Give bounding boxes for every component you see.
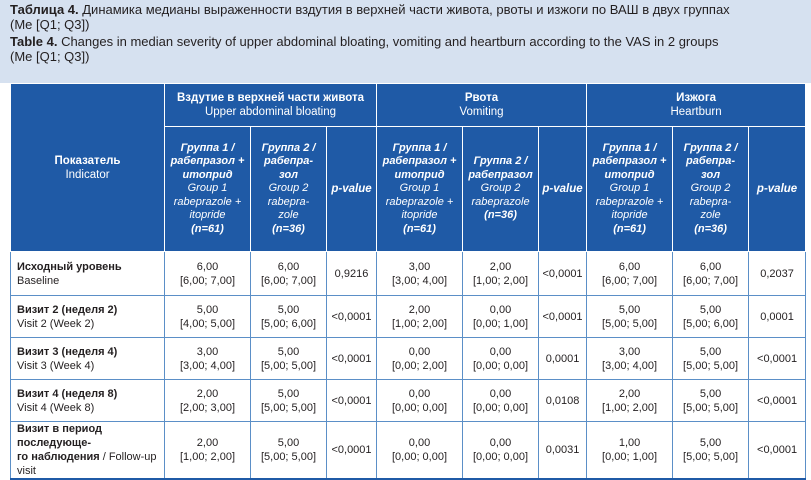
- caption-ru-label: Таблица 4.: [10, 2, 79, 17]
- cell-median: 5,00: [699, 387, 722, 400]
- row-indicator-en: Follow-up visit: [17, 451, 157, 477]
- subheader-pvalue: p-value: [749, 127, 806, 252]
- subheader-text: rabeprazole +: [385, 195, 454, 208]
- subheader-text: зол: [278, 168, 299, 181]
- cell-value: [251, 338, 327, 380]
- group-header-en: Vomiting: [459, 106, 504, 118]
- cell-iqr: [3,00; 4,00]: [602, 359, 658, 372]
- row-indicator-ru: Визит 2 (неделя 2): [17, 303, 118, 316]
- cell-median: 5,00: [699, 437, 722, 449]
- cell-pvalue: <0,0001: [749, 422, 806, 480]
- subheader-text: Группа 2 /: [473, 155, 528, 168]
- row-indicator: [11, 338, 165, 380]
- group-header-vomiting: [377, 84, 587, 127]
- cell-value: [165, 296, 251, 338]
- subheader-text: Group 1: [399, 182, 440, 195]
- subheader-text: Группа 2 /: [261, 141, 316, 154]
- caption-ru-text-2: (Me [Q1; Q3]): [10, 17, 90, 32]
- cell-iqr: [6,00; 7,00]: [683, 274, 739, 287]
- subheader-group1: [377, 127, 463, 252]
- caption-en-text-2: (Me [Q1; Q3]): [10, 49, 90, 64]
- row-indicator: [11, 296, 165, 338]
- cell-pvalue: 0,0001: [539, 338, 587, 380]
- cell-iqr: [5,00; 5,00]: [260, 359, 317, 372]
- row-indicator-en: Baseline: [17, 274, 60, 287]
- cell-median: 6,00: [277, 260, 300, 273]
- cell-pvalue: <0,0001: [539, 296, 587, 338]
- cell-median: 5,00: [277, 345, 300, 358]
- subheader-text: rabepra-: [689, 195, 732, 208]
- row-indicator-ru: Визит 3 (неделя 4): [17, 345, 118, 358]
- cell-iqr: [5,00; 5,00]: [602, 317, 658, 330]
- table-caption: [0, 0, 811, 83]
- cell-median: 5,00: [699, 345, 722, 358]
- caption-ru-text: Динамика медианы выраженности вздутия в верхней части живота, рвоты и изжоги по ВАШ в двух группах: [78, 2, 730, 17]
- cell-iqr: [5,00; 5,00]: [260, 451, 317, 463]
- subheader-n: (n=61): [403, 222, 436, 235]
- subheader-text: итоприд: [394, 168, 445, 181]
- cell-value: [165, 422, 251, 480]
- subheader-text: рабепра-: [686, 155, 736, 168]
- cell-value: [587, 296, 673, 338]
- cell-iqr: [6,00; 7,00]: [179, 274, 236, 287]
- group-header-en: Upper abdominal bloating: [204, 106, 337, 118]
- subheader-group2: [673, 127, 749, 252]
- cell-value: [251, 252, 327, 296]
- cell-pvalue: <0,0001: [327, 338, 377, 380]
- row-indicator-ru: Исходный уровень: [17, 260, 122, 273]
- cell-iqr: [5,00; 5,00]: [683, 359, 739, 372]
- cell-value: [377, 296, 463, 338]
- subheader-text: rabepra-: [267, 195, 310, 208]
- caption-en: [10, 34, 803, 49]
- cell-median: 0,00: [489, 345, 512, 358]
- cell-median: 0,00: [489, 387, 512, 400]
- subheader-n: (n=61): [191, 222, 224, 235]
- cell-median: 3,00: [408, 260, 431, 273]
- subheader-group2: [463, 127, 539, 252]
- cell-iqr: [0,00; 0,00]: [391, 451, 448, 463]
- cell-pvalue: 0,2037: [749, 252, 806, 296]
- cell-iqr: [0,00; 0,00]: [472, 451, 529, 463]
- caption-ru: [10, 2, 803, 17]
- subheader-text: rabeprazole: [471, 195, 530, 208]
- table-row: [11, 338, 806, 380]
- cell-value: [251, 380, 327, 422]
- cell-value: [165, 380, 251, 422]
- cell-iqr: [5,00; 5,00]: [260, 401, 317, 414]
- cell-value: [673, 296, 749, 338]
- group-header-ru: Рвота: [464, 92, 499, 104]
- table-row: [11, 252, 806, 296]
- subheader-text: itopride: [611, 209, 648, 222]
- cell-iqr: [0,00; 2,00]: [391, 359, 448, 372]
- cell-iqr: [4,00; 5,00]: [179, 317, 236, 330]
- cell-value: [377, 422, 463, 480]
- subheader-text: rabeprazole +: [173, 195, 242, 208]
- cell-iqr: [1,00; 2,00]: [602, 401, 658, 414]
- subheader-text: zole: [700, 209, 721, 222]
- cell-pvalue: 0,0108: [539, 380, 587, 422]
- indicator-header-ru: Показатель: [54, 154, 121, 167]
- subheader-text: рабепразол +: [170, 155, 245, 168]
- group-header-heartburn: [587, 84, 806, 127]
- cell-value: [165, 252, 251, 296]
- cell-median: 5,00: [277, 437, 300, 449]
- row-indicator-en: Visit 2 (Week 2): [17, 317, 95, 330]
- cell-median: 2,00: [408, 303, 431, 316]
- cell-median: 5,00: [277, 303, 300, 316]
- cell-iqr: [6,00; 7,00]: [602, 274, 658, 287]
- subheader-text: рабепра-: [264, 155, 313, 168]
- subheader-text: Группа 1 /: [602, 141, 657, 154]
- cell-iqr: [1,00; 2,00]: [391, 317, 448, 330]
- subheader-text: zole: [278, 209, 299, 222]
- cell-median: 6,00: [196, 260, 219, 273]
- cell-pvalue: 0,0031: [539, 422, 587, 480]
- cell-pvalue: <0,0001: [539, 252, 587, 296]
- caption-en-label: Table 4.: [10, 34, 58, 49]
- subheader-n: (n=36): [272, 222, 305, 235]
- subheader-text: Group 1: [609, 182, 650, 195]
- cell-iqr: [5,00; 6,00]: [260, 317, 317, 330]
- cell-median: 2,00: [618, 387, 641, 400]
- cell-pvalue: <0,0001: [327, 380, 377, 422]
- subheader-text: итоприд: [604, 168, 655, 181]
- table-row: [11, 296, 806, 338]
- row-indicator: Визит в период последующе- го наблюдения / Follow-up visit: [11, 422, 165, 480]
- cell-value: [587, 380, 673, 422]
- cell-value: [587, 252, 673, 296]
- cell-iqr: [0,00; 1,00]: [602, 451, 658, 463]
- row-indicator-ru: Визит 4 (неделя 8): [17, 387, 118, 400]
- cell-value: [377, 338, 463, 380]
- group-header-bloating: [165, 84, 377, 127]
- cell-median: 2,00: [489, 260, 512, 273]
- cell-iqr: [5,00; 5,00]: [683, 451, 739, 463]
- cell-median: 2,00: [196, 387, 219, 400]
- cell-median: 5,00: [699, 303, 722, 316]
- subheader-text: зол: [701, 168, 721, 181]
- cell-value: [673, 422, 749, 480]
- indicator-header: [11, 84, 165, 252]
- cell-median: 5,00: [196, 303, 219, 316]
- cell-pvalue: 0,0001: [749, 296, 806, 338]
- subheader-pvalue: p-value: [327, 127, 377, 252]
- cell-iqr: [2,00; 3,00]: [179, 401, 236, 414]
- cell-median: 5,00: [277, 387, 300, 400]
- subheader-text: Группа 2 /: [683, 141, 738, 154]
- cell-iqr: [3,00; 4,00]: [179, 359, 236, 372]
- indicator-header-en: Indicator: [65, 168, 110, 181]
- cell-iqr: [3,00; 4,00]: [391, 274, 448, 287]
- cell-median: 5,00: [618, 303, 641, 316]
- row-indicator: [11, 252, 165, 296]
- cell-iqr: [0,00; 0,00]: [391, 401, 448, 414]
- cell-pvalue: <0,0001: [327, 422, 377, 480]
- cell-pvalue: <0,0001: [749, 380, 806, 422]
- group-header-ru: Изжога: [676, 92, 717, 104]
- cell-median: 6,00: [618, 260, 641, 273]
- subheader-group1: [165, 127, 251, 252]
- subheader-n: (n=36): [484, 209, 517, 222]
- cell-value: [463, 296, 539, 338]
- subheader-text: Group 2: [268, 182, 309, 195]
- cell-value: [587, 422, 673, 480]
- subheader-text: итоприд: [182, 168, 233, 181]
- cell-value: [463, 380, 539, 422]
- cell-iqr: [0,00; 1,00]: [472, 317, 529, 330]
- cell-value: [587, 338, 673, 380]
- cell-median: 0,00: [489, 303, 512, 316]
- cell-median: 0,00: [408, 437, 431, 449]
- cell-pvalue: 0,9216: [327, 252, 377, 296]
- cell-pvalue: <0,0001: [327, 296, 377, 338]
- row-indicator-ru: Визит в период последующе-: [17, 423, 102, 449]
- cell-iqr: [0,00; 0,00]: [472, 359, 529, 372]
- subheader-text: Группа 1 /: [392, 141, 447, 154]
- cell-value: [251, 422, 327, 480]
- group-header-en: Heartburn: [670, 106, 722, 118]
- subheader-text: рабепразол: [468, 168, 533, 181]
- subheader-text: Group 1: [187, 182, 228, 195]
- cell-median: 0,00: [408, 345, 431, 358]
- cell-median: 6,00: [699, 260, 722, 273]
- cell-value: [673, 252, 749, 296]
- row-indicator: [11, 380, 165, 422]
- subheader-text: itopride: [189, 209, 226, 222]
- subheader-n: (n=36): [694, 222, 727, 235]
- cell-iqr: [0,00; 0,00]: [472, 401, 529, 414]
- subheader-text: Group 2: [690, 182, 731, 195]
- cell-median: 0,00: [408, 387, 431, 400]
- cell-value: [377, 252, 463, 296]
- cell-value: [463, 252, 539, 296]
- table-row: [11, 380, 806, 422]
- row-indicator-en: Visit 4 (Week 8): [17, 401, 95, 414]
- subheader-text: Group 2: [480, 182, 521, 195]
- cell-median: 3,00: [196, 345, 219, 358]
- data-table: [10, 83, 806, 480]
- subheader-text: rabeprazole +: [595, 195, 664, 208]
- row-indicator-ru-cont: го наблюдения: [17, 451, 100, 463]
- cell-median: 1,00: [618, 437, 641, 449]
- caption-en-text: Changes in median severity of upper abdominal bloating, vomiting and heartburn according to the VAS in 2 groups: [57, 34, 719, 49]
- cell-value: [165, 338, 251, 380]
- subheader-n: (n=61): [613, 222, 646, 235]
- table-row: [11, 422, 806, 480]
- cell-value: [463, 422, 539, 480]
- cell-median: 0,00: [489, 437, 512, 449]
- cell-value: [251, 296, 327, 338]
- cell-median: 3,00: [618, 345, 641, 358]
- cell-pvalue: <0,0001: [749, 338, 806, 380]
- subheader-pvalue: p-value: [539, 127, 587, 252]
- cell-iqr: [6,00; 7,00]: [260, 274, 317, 287]
- cell-median: 2,00: [196, 437, 219, 449]
- subheader-text: рабепразол +: [592, 155, 667, 168]
- subheader-text: Группа 1 /: [180, 141, 235, 154]
- subheader-text: рабепразол +: [382, 155, 457, 168]
- cell-value: [673, 380, 749, 422]
- subheader-group2: [251, 127, 327, 252]
- cell-value: [377, 380, 463, 422]
- subheader-group1: [587, 127, 673, 252]
- cell-value: [463, 338, 539, 380]
- row-indicator-en: Visit 3 (Week 4): [17, 359, 95, 372]
- cell-iqr: [5,00; 6,00]: [683, 317, 739, 330]
- cell-iqr: [1,00; 2,00]: [472, 274, 529, 287]
- cell-iqr: [1,00; 2,00]: [179, 451, 236, 463]
- subheader-text: itopride: [401, 209, 438, 222]
- cell-iqr: [5,00; 5,00]: [683, 401, 739, 414]
- group-header-ru: Вздутие в верхней части живота: [177, 92, 365, 104]
- cell-value: [673, 338, 749, 380]
